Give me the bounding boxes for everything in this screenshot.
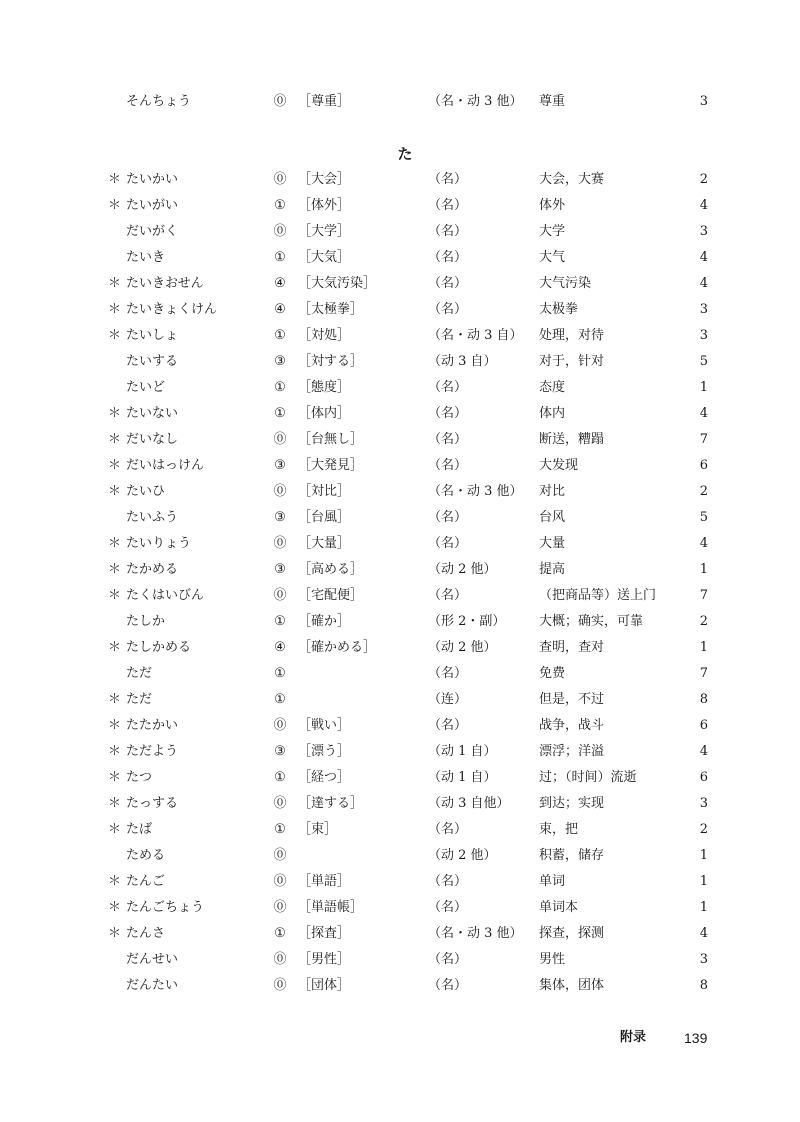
lesson-number: 7 bbox=[699, 666, 708, 681]
part-of-speech: （名） bbox=[428, 900, 468, 915]
lesson-number: 2 bbox=[699, 614, 708, 629]
lesson-number: 1 bbox=[699, 640, 708, 655]
part-of-speech: （动 1 自） bbox=[428, 744, 497, 759]
accent-mark: ⓪ bbox=[273, 536, 287, 551]
kanji-form: ［男性］ bbox=[298, 952, 351, 967]
review-star: ＊ bbox=[108, 406, 122, 421]
vocab-entry bbox=[0, 869, 800, 895]
kana-reading: たいひ bbox=[126, 484, 166, 499]
kanji-form: ［台無し］ bbox=[298, 432, 364, 447]
review-star: ＊ bbox=[108, 718, 122, 733]
vocab-entry bbox=[0, 557, 800, 583]
chinese-meaning: （把商品等）送上门 bbox=[539, 588, 657, 603]
chinese-meaning: 大气污染 bbox=[539, 276, 592, 291]
part-of-speech: （连） bbox=[428, 692, 468, 707]
kana-reading: そんちょう bbox=[126, 94, 192, 109]
kana-reading: たかめる bbox=[126, 562, 179, 577]
accent-mark: ⓪ bbox=[273, 484, 287, 499]
kanji-form: ［大学］ bbox=[298, 224, 351, 239]
kanji-form: ［大気］ bbox=[298, 250, 351, 265]
accent-mark: ① bbox=[274, 380, 286, 395]
accent-mark: ③ bbox=[274, 510, 286, 525]
kanji-form: ［大発見］ bbox=[298, 458, 364, 473]
chinese-meaning: 查明，查对 bbox=[539, 640, 605, 655]
review-star: ＊ bbox=[108, 276, 122, 291]
part-of-speech: （名） bbox=[428, 172, 468, 187]
lesson-number: 4 bbox=[699, 250, 708, 265]
kanji-form: ［確か］ bbox=[298, 614, 351, 629]
part-of-speech: （名） bbox=[428, 874, 468, 889]
accent-mark: ④ bbox=[274, 302, 286, 317]
vocab-entry bbox=[0, 765, 800, 791]
vocab-entry bbox=[0, 245, 800, 271]
part-of-speech: （动 3 自他） bbox=[428, 796, 510, 811]
vocab-entry bbox=[0, 687, 800, 713]
page-number: 139 bbox=[684, 1030, 708, 1046]
chinese-meaning: 对比 bbox=[539, 484, 566, 499]
kanji-form: ［尊重］ bbox=[298, 94, 351, 109]
lesson-number: 3 bbox=[699, 302, 708, 317]
review-star: ＊ bbox=[108, 484, 122, 499]
accent-mark: ③ bbox=[274, 354, 286, 369]
lesson-number: 3 bbox=[699, 952, 708, 967]
review-star: ＊ bbox=[108, 432, 122, 447]
chinese-meaning: 集体，团体 bbox=[539, 978, 605, 993]
vocab-entry bbox=[0, 609, 800, 635]
kanji-form: ［単語］ bbox=[298, 874, 351, 889]
kana-reading: たいふう bbox=[126, 510, 179, 525]
vocab-entry bbox=[0, 505, 800, 531]
lesson-number: 4 bbox=[699, 198, 708, 213]
vocab-entry bbox=[0, 973, 800, 999]
chinese-meaning: 处理，对待 bbox=[539, 328, 605, 343]
chinese-meaning: 过；（时间）流逝 bbox=[539, 770, 637, 785]
chinese-meaning: 到达；实现 bbox=[539, 796, 605, 811]
lesson-number: 2 bbox=[699, 484, 708, 499]
kana-reading: たいど bbox=[126, 380, 166, 395]
chinese-meaning: 大量 bbox=[539, 536, 566, 551]
chinese-meaning: 态度 bbox=[539, 380, 566, 395]
vocab-entry bbox=[0, 219, 800, 245]
kana-reading: だいはっけん bbox=[126, 458, 205, 473]
section-heading: た bbox=[397, 145, 413, 163]
chinese-meaning: 免费 bbox=[539, 666, 566, 681]
vocab-entry bbox=[0, 453, 800, 479]
lesson-number: 1 bbox=[699, 380, 708, 395]
lesson-number: 6 bbox=[699, 718, 708, 733]
chinese-meaning: 大气 bbox=[539, 250, 566, 265]
chinese-meaning: 台风 bbox=[539, 510, 566, 525]
kanji-form: ［体外］ bbox=[298, 198, 351, 213]
kanji-form: ［経つ］ bbox=[298, 770, 351, 785]
kanji-form: ［対処］ bbox=[298, 328, 351, 343]
vocab-entry bbox=[0, 635, 800, 661]
kana-reading: たいする bbox=[126, 354, 179, 369]
lesson-number: 4 bbox=[699, 744, 708, 759]
accent-mark: ⓪ bbox=[273, 952, 287, 967]
kana-reading: たっする bbox=[126, 796, 179, 811]
accent-mark: ⓪ bbox=[273, 224, 287, 239]
part-of-speech: （动 2 他） bbox=[428, 848, 497, 863]
accent-mark: ④ bbox=[274, 276, 286, 291]
chinese-meaning: 大会，大赛 bbox=[539, 172, 605, 187]
chinese-meaning: 积蓄，储存 bbox=[539, 848, 605, 863]
accent-mark: ⓪ bbox=[273, 978, 287, 993]
kana-reading: たんごちょう bbox=[126, 900, 205, 915]
part-of-speech: （名） bbox=[428, 302, 468, 317]
vocab-entry bbox=[0, 375, 800, 401]
vocab-entry bbox=[0, 297, 800, 323]
accent-mark: ① bbox=[274, 250, 286, 265]
kanji-form: ［高める］ bbox=[298, 562, 364, 577]
vocab-entry bbox=[0, 791, 800, 817]
accent-mark: ① bbox=[274, 198, 286, 213]
vocab-entry bbox=[0, 583, 800, 609]
review-star: ＊ bbox=[108, 198, 122, 213]
kanji-form: ［体内］ bbox=[298, 406, 351, 421]
vocab-entry bbox=[0, 895, 800, 921]
chinese-meaning: 体外 bbox=[539, 198, 566, 213]
lesson-number: 7 bbox=[699, 588, 708, 603]
review-star: ＊ bbox=[108, 562, 122, 577]
part-of-speech: （名） bbox=[428, 432, 468, 447]
vocab-entry bbox=[0, 817, 800, 843]
accent-mark: ① bbox=[274, 614, 286, 629]
chinese-meaning: 体内 bbox=[539, 406, 566, 421]
kanji-form: ［団体］ bbox=[298, 978, 351, 993]
accent-mark: ⓪ bbox=[273, 588, 287, 603]
chinese-meaning: 太极拳 bbox=[539, 302, 579, 317]
kana-reading: たいしょ bbox=[126, 328, 179, 343]
vocab-entry bbox=[0, 739, 800, 765]
kana-reading: ただよう bbox=[126, 744, 179, 759]
chinese-meaning: 男性 bbox=[539, 952, 566, 967]
kana-reading: たしかめる bbox=[126, 640, 192, 655]
chinese-meaning: 对于，针对 bbox=[539, 354, 605, 369]
kana-reading: たたかい bbox=[126, 718, 179, 733]
accent-mark: ⓪ bbox=[273, 848, 287, 863]
kanji-form: ［単語帳］ bbox=[298, 900, 364, 915]
kana-reading: だんたい bbox=[126, 978, 179, 993]
part-of-speech: （名） bbox=[428, 276, 468, 291]
accent-mark: ③ bbox=[274, 744, 286, 759]
kana-reading: たば bbox=[126, 822, 153, 837]
chinese-meaning: 束，把 bbox=[539, 822, 579, 837]
part-of-speech: （名） bbox=[428, 406, 468, 421]
kana-reading: たいきょくけん bbox=[126, 302, 218, 317]
part-of-speech: （名） bbox=[428, 224, 468, 239]
chinese-meaning: 但是，不过 bbox=[539, 692, 605, 707]
kanji-form: ［達する］ bbox=[298, 796, 364, 811]
part-of-speech: （名・动 3 他） bbox=[428, 484, 523, 499]
vocab-entry bbox=[0, 479, 800, 505]
accent-mark: ① bbox=[274, 926, 286, 941]
kana-reading: たいかい bbox=[126, 172, 179, 187]
review-star: ＊ bbox=[108, 744, 122, 759]
lesson-number: 8 bbox=[699, 978, 708, 993]
chinese-meaning: 大概；确实，可靠 bbox=[539, 614, 644, 629]
part-of-speech: （名） bbox=[428, 666, 468, 681]
part-of-speech: （名・动 3 他） bbox=[428, 926, 523, 941]
accent-mark: ⓪ bbox=[273, 874, 287, 889]
accent-mark: ③ bbox=[274, 458, 286, 473]
vocab-entry bbox=[0, 271, 800, 297]
review-star: ＊ bbox=[108, 770, 122, 785]
kanji-form: ［確かめる］ bbox=[298, 640, 377, 655]
lesson-number: 2 bbox=[699, 822, 708, 837]
part-of-speech: （名） bbox=[428, 822, 468, 837]
part-of-speech: （名・动 3 自） bbox=[428, 328, 523, 343]
part-of-speech: （名） bbox=[428, 978, 468, 993]
footer-label: 附录 bbox=[620, 1030, 647, 1045]
lesson-number: 4 bbox=[699, 406, 708, 421]
vocab-entry bbox=[0, 531, 800, 557]
lesson-number: 3 bbox=[699, 224, 708, 239]
kanji-form: ［台風］ bbox=[298, 510, 351, 525]
chinese-meaning: 大学 bbox=[539, 224, 566, 239]
accent-mark: ① bbox=[274, 822, 286, 837]
kana-reading: たしか bbox=[126, 614, 166, 629]
part-of-speech: （动 1 自） bbox=[428, 770, 497, 785]
accent-mark: ① bbox=[274, 666, 286, 681]
kanji-form: ［大気汚染］ bbox=[298, 276, 377, 291]
lesson-number: 1 bbox=[699, 900, 708, 915]
review-star: ＊ bbox=[108, 172, 122, 187]
accent-mark: ⓪ bbox=[273, 94, 287, 109]
kanji-form: ［大会］ bbox=[298, 172, 351, 187]
chinese-meaning: 战争，战斗 bbox=[539, 718, 605, 733]
vocab-entry bbox=[0, 921, 800, 947]
accent-mark: ① bbox=[274, 692, 286, 707]
kanji-form: ［態度］ bbox=[298, 380, 351, 395]
kana-reading: たつ bbox=[126, 770, 153, 785]
part-of-speech: （名） bbox=[428, 718, 468, 733]
part-of-speech: （名） bbox=[428, 250, 468, 265]
accent-mark: ① bbox=[274, 770, 286, 785]
lesson-number: 5 bbox=[699, 510, 708, 525]
lesson-number: 4 bbox=[699, 276, 708, 291]
vocab-entry-first bbox=[0, 89, 800, 115]
kana-reading: ただ bbox=[126, 692, 153, 707]
kana-reading: たいき bbox=[126, 250, 166, 265]
part-of-speech: （形 2・副） bbox=[428, 614, 506, 629]
kanji-form: ［漂う］ bbox=[298, 744, 351, 759]
lesson-number: 1 bbox=[699, 562, 708, 577]
kanji-form: ［宅配便］ bbox=[298, 588, 364, 603]
chinese-meaning: 单词 bbox=[539, 874, 566, 889]
review-star: ＊ bbox=[108, 926, 122, 941]
lesson-number: 7 bbox=[699, 432, 708, 447]
lesson-number: 3 bbox=[699, 796, 708, 811]
chinese-meaning: 尊重 bbox=[539, 94, 566, 109]
vocab-entry bbox=[0, 167, 800, 193]
kanji-form: ［大量］ bbox=[298, 536, 351, 551]
lesson-number: 5 bbox=[699, 354, 708, 369]
chinese-meaning: 探查，探测 bbox=[539, 926, 605, 941]
accent-mark: ⓪ bbox=[273, 172, 287, 187]
part-of-speech: （名） bbox=[428, 510, 468, 525]
accent-mark: ⓪ bbox=[273, 718, 287, 733]
part-of-speech: （动 3 自） bbox=[428, 354, 497, 369]
part-of-speech: （名） bbox=[428, 588, 468, 603]
chinese-meaning: 漂浮；洋溢 bbox=[539, 744, 605, 759]
part-of-speech: （名） bbox=[428, 198, 468, 213]
review-star: ＊ bbox=[108, 874, 122, 889]
review-star: ＊ bbox=[108, 302, 122, 317]
part-of-speech: （动 2 他） bbox=[428, 562, 497, 577]
vocab-entry bbox=[0, 843, 800, 869]
chinese-meaning: 断送，糟蹋 bbox=[539, 432, 605, 447]
vocab-entry bbox=[0, 947, 800, 973]
accent-mark: ④ bbox=[274, 640, 286, 655]
lesson-number: 4 bbox=[699, 926, 708, 941]
part-of-speech: （名・动 3 他） bbox=[428, 94, 523, 109]
accent-mark: ① bbox=[274, 328, 286, 343]
lesson-number: 4 bbox=[699, 536, 708, 551]
review-star: ＊ bbox=[108, 796, 122, 811]
kanji-form: ［束］ bbox=[298, 822, 338, 837]
review-star: ＊ bbox=[108, 536, 122, 551]
kana-reading: だいなし bbox=[126, 432, 179, 447]
part-of-speech: （名） bbox=[428, 536, 468, 551]
review-star: ＊ bbox=[108, 328, 122, 343]
lesson-number: 3 bbox=[699, 328, 708, 343]
kanji-form: ［探査］ bbox=[298, 926, 351, 941]
accent-mark: ⓪ bbox=[273, 900, 287, 915]
part-of-speech: （名） bbox=[428, 380, 468, 395]
vocab-entry bbox=[0, 401, 800, 427]
vocab-entry bbox=[0, 713, 800, 739]
kana-reading: たいがい bbox=[126, 198, 179, 213]
lesson-number: 3 bbox=[699, 94, 708, 109]
kanji-form: ［対する］ bbox=[298, 354, 364, 369]
review-star: ＊ bbox=[108, 692, 122, 707]
kana-reading: ただ bbox=[126, 666, 153, 681]
accent-mark: ⓪ bbox=[273, 796, 287, 811]
kana-reading: たんご bbox=[126, 874, 166, 889]
accent-mark: ③ bbox=[274, 562, 286, 577]
review-star: ＊ bbox=[108, 588, 122, 603]
accent-mark: ⓪ bbox=[273, 432, 287, 447]
lesson-number: 6 bbox=[699, 458, 708, 473]
chinese-meaning: 单词本 bbox=[539, 900, 579, 915]
kana-reading: たいきおせん bbox=[126, 276, 204, 291]
review-star: ＊ bbox=[108, 640, 122, 655]
review-star: ＊ bbox=[108, 458, 122, 473]
kana-reading: だいがく bbox=[126, 224, 179, 239]
accent-mark: ① bbox=[274, 406, 286, 421]
kana-reading: たいない bbox=[126, 406, 179, 421]
vocab-entry bbox=[0, 427, 800, 453]
vocab-entry bbox=[0, 661, 800, 687]
part-of-speech: （动 2 他） bbox=[428, 640, 497, 655]
vocab-entry bbox=[0, 193, 800, 219]
kana-reading: たんさ bbox=[126, 926, 166, 941]
chinese-meaning: 提高 bbox=[539, 562, 566, 577]
part-of-speech: （名） bbox=[428, 952, 468, 967]
lesson-number: 1 bbox=[699, 848, 708, 863]
chinese-meaning: 大发现 bbox=[539, 458, 579, 473]
kana-reading: たくはいびん bbox=[126, 588, 205, 603]
kana-reading: たいりょう bbox=[126, 536, 192, 551]
review-star: ＊ bbox=[108, 822, 122, 837]
kanji-form: ［太極拳］ bbox=[298, 302, 364, 317]
lesson-number: 8 bbox=[699, 692, 708, 707]
vocab-entry bbox=[0, 349, 800, 375]
kana-reading: ためる bbox=[126, 848, 166, 863]
review-star: ＊ bbox=[108, 900, 122, 915]
kana-reading: だんせい bbox=[126, 952, 179, 967]
vocab-entry bbox=[0, 323, 800, 349]
part-of-speech: （名） bbox=[428, 458, 468, 473]
lesson-number: 6 bbox=[699, 770, 708, 785]
lesson-number: 2 bbox=[699, 172, 708, 187]
kanji-form: ［戦い］ bbox=[298, 718, 351, 733]
lesson-number: 1 bbox=[699, 874, 708, 889]
kanji-form: ［対比］ bbox=[298, 484, 351, 499]
